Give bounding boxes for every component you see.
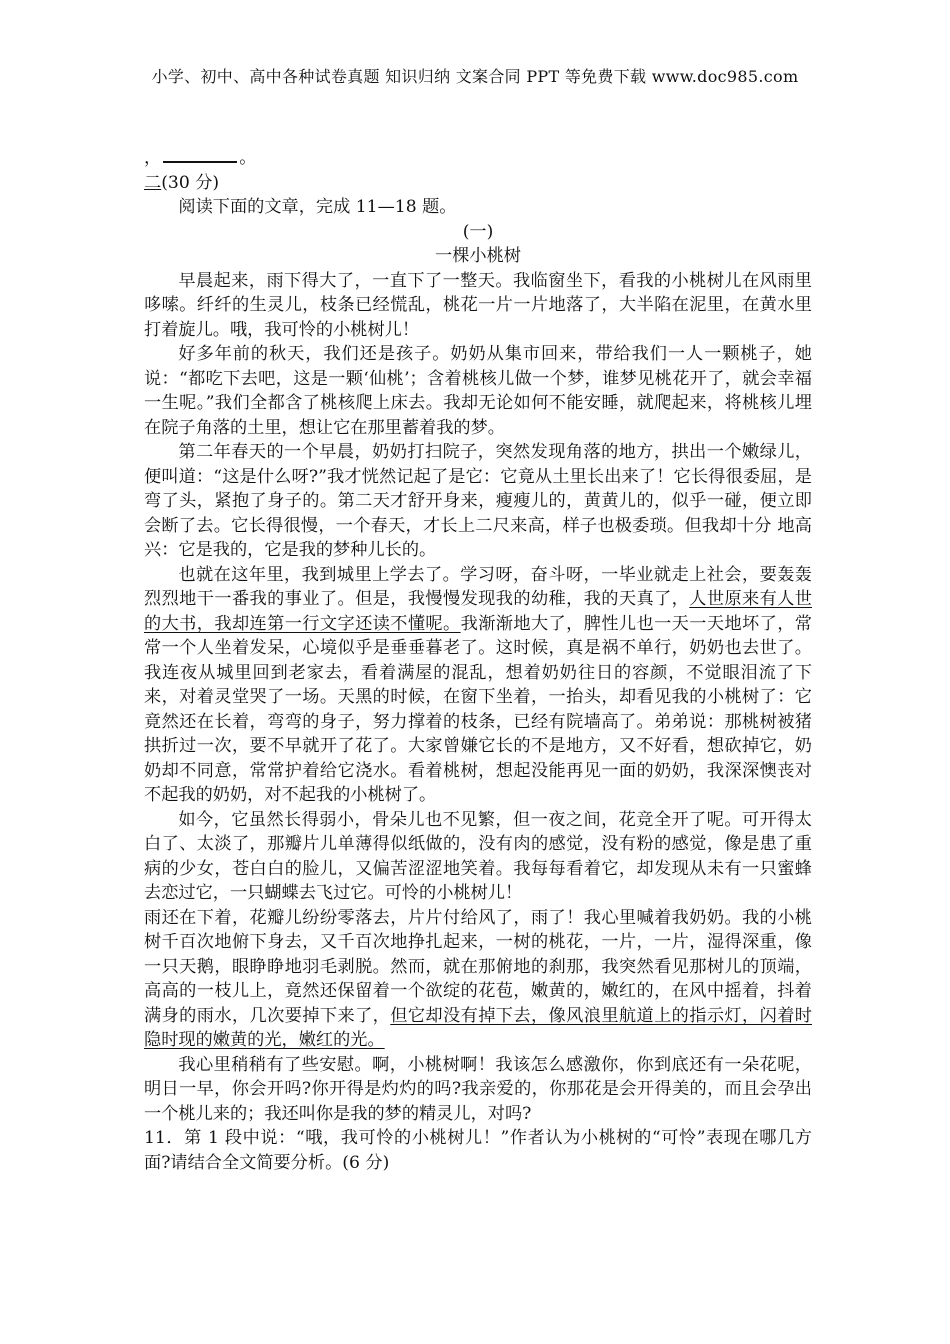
article-title: 一棵小桃树 — [435, 246, 521, 266]
section-heading — [144, 171, 812, 196]
article-paragraph — [144, 342, 812, 440]
underlined-sentence: 人世原来有人世的大书，我却连第一行文字还读不懂呢。 — [144, 589, 812, 634]
paragraph-text: 我心里稍稍有了些安慰。啊，小桃树啊！我该怎么感激你，你到底还有一朵花呢，明日一早，你会开吗?你开得是灼灼的吗?我亲爱的，你那花是会开得美的，而且会孕出一个桃儿来的；我还叫你是我的梦的精灵儿，对吗? — [144, 1054, 812, 1124]
article-paragraphs — [144, 269, 812, 1127]
article-paragraph — [144, 1053, 812, 1127]
paragraph-text: 早晨起来，雨下得大了，一直下了一整天。我临窗坐下，看我的小桃树儿在风雨里哆嗦。纤纤的生灵儿，枝条已经慌乱，桃花一片一片地落了，大半陷在泥里，在黄水里打着旋儿。哦，我可怜的小桃树儿！ — [144, 270, 812, 340]
part-label: (一) — [462, 221, 494, 242]
document-body — [144, 146, 812, 1175]
paragraph-text: 雨还在下着，花瓣儿纷纷零落去，片片付给风了，雨了！我心里喊着我奶奶。我的小桃树千百次地俯下身去，又千百次地挣扎起来，一树的桃花，一片，一片，湿得深重，像一只天鹅，眼睁睁地羽毛剥脱。然而，就在那俯地的刹那，我突然看见那树儿的顶端，高高的一枝儿上，竟然还保留着一个欲绽的花苞，嫩黄的，嫩红的，在风中摇着，抖着满身的雨水，几次要掉下来了， — [144, 907, 812, 1026]
paragraph-text: 第二年春天的一个早晨，奶奶打扫院子，突然发现角落的地方，拱出一个嫩绿儿，便叫道：“这是什么呀?”我才恍然记起了是它：它竟从土里长出来了！它长得很委屈，是弯了头，紧抱了身子的。第二天才舒开身来，瘦瘦儿的，黄黄儿的，似乎一碰，便立即会断了去。它长得很慢，一个春天，才长上二尺来高，样子也极委琐。但我却十分 地高兴：它是我的，它是我的梦种儿长的。 — [144, 442, 812, 560]
article-paragraph — [144, 440, 812, 563]
blank-tail: 。 — [239, 148, 257, 168]
article-paragraph — [144, 563, 812, 808]
underlined-sentence: 但它却没有掉下去，像风浪里航道上的指示灯，闪着时隐时现的嫩黄的光，嫩红的光。 — [144, 1005, 812, 1050]
paragraph-text: 好多年前的秋天，我们还是孩子。奶奶从集市回来，带给我们一人一颗桃子，她说：“都吃下去吧，这是一颗‘仙桃’；含着桃核儿做一个梦，谁梦见桃花开了，就会幸福一生呢。”我们全都含了桃核爬上床去。我却无论如何不能安睡，就爬起来，将桃核儿埋在院子角落的土里，想让它在那里蓄着我的梦。 — [144, 344, 812, 438]
reading-instruction: 阅读下面的文章，完成 11—18 题。 — [178, 197, 457, 217]
paragraph-text: 我渐渐地大了，脾性儿也一天一天地坏了，常常一个人坐着发呆，心境似乎是垂垂暮老了。这时候，真是祸不单行，奶奶也去世了。我连夜从城里回到老家去，看着满屋的混乱，想着奶奶往日的容颜，不觉眼泪流了下来，对着灵堂哭了一场。天黑的时候，在窗下坐着，一抬头，却看见我的小桃树了：它竟然还在长着，弯弯的身子，努力撑着的枝条，已经有院墙高了。弟弟说：那桃树被猪拱折过一次，要不早就开了花了。大家曾嫌它长的不是地方，又不好看，想砍掉它，奶奶却不同意，常常护着给它浇水。看着桃树，想起没能再见一面的奶奶，我深深懊丧对不起我的奶奶，对不起我的小桃树了。 — [144, 613, 812, 805]
answer-blank[interactable] — [163, 147, 237, 163]
paragraph-text: 也就在这年里，我到城里上学去了。学习呀，奋斗呀，一毕业就走上社会，要轰轰烈烈地干一番我的事业了。但是，我慢慢发现我的幼稚，我的天真了， — [144, 564, 812, 609]
paragraph-text: 如今，它虽然长得弱小，骨朵儿也不见繁，但一夜之间，花竞全开了呢。可开得太白了、太淡了，那瓣片儿单薄得似纸做的，没有肉的感觉，没有粉的感觉，像是患了重病的少女，苍白白的脸儿，又偏苦涩涩地笑着。我每每看着它，却发现从未有一只蜜蜂去恋过它，一只蝴蝶去飞过它。可怜的小桃树儿！ — [144, 809, 812, 903]
answer-blank-line — [144, 146, 812, 171]
article-paragraph — [144, 269, 812, 343]
page-header: 小学、初中、高中各种试卷真题 知识归纳 文案合同 PPT 等免费下载 www.doc985.com — [151, 67, 799, 86]
section-score: (30 分) — [161, 172, 220, 193]
article-paragraph — [144, 808, 812, 906]
blank-lead: ， — [144, 148, 162, 168]
question-11: 11．第 1 段中说：“哦，我可怜的小桃树儿！”作者认为小桃树的“可怜”表现在哪几方面?请结合全文简要分析。(6 分) — [144, 1128, 812, 1173]
section-number: 二 — [144, 172, 162, 193]
article-paragraph — [144, 906, 812, 1053]
